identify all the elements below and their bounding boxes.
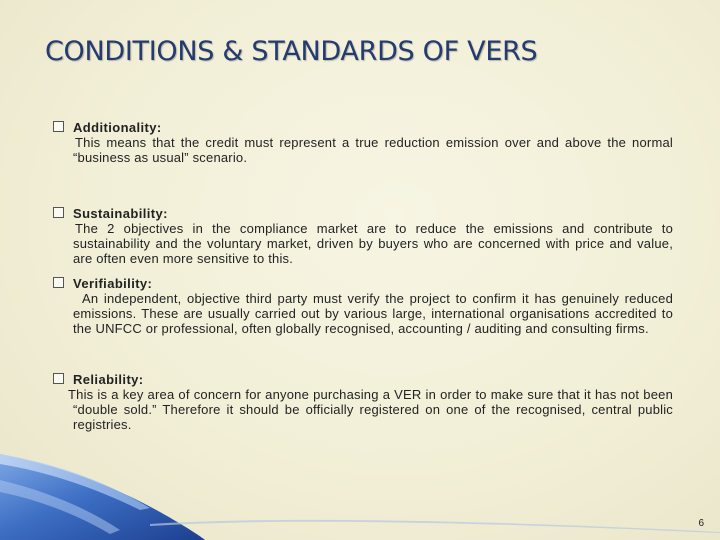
square-bullet-icon — [53, 207, 64, 218]
page-number: 6 — [698, 518, 704, 529]
square-bullet-icon — [53, 373, 64, 384]
slide-title: CONDITIONS & STANDARDS OF VERS — [45, 36, 538, 67]
decorative-swoosh — [0, 450, 720, 540]
bullet-text: An independent, objective third party must verify the project to confirm it has genuinely reduced emissions. These are usually carried out by various large, international organisations accredited to the UNFCC or professional, often globally recognised, accounting / auditing and consulting firms. — [73, 291, 673, 336]
bullet-additionality — [53, 120, 673, 165]
square-bullet-icon — [53, 277, 64, 288]
bullet-text: The 2 objectives in the compliance market are to reduce the emissions and contribute to sustainability and the voluntary market, driven by buyers who are concerned with price and value, are often even more sensitive to this. — [73, 221, 673, 266]
bullet-heading: Verifiability: — [73, 276, 153, 291]
bullet-heading: Additionality: — [73, 120, 162, 135]
bullet-heading: Sustainability: — [73, 206, 168, 221]
square-bullet-icon — [53, 121, 64, 132]
bullet-verifiability — [53, 276, 673, 336]
bullet-text: This is a key area of concern for anyone purchasing a VER in order to make sure that it has not been “double sold.” Therefore it should be officially registered on one of the recognised, central public registries. — [68, 387, 673, 432]
bullet-sustainability — [53, 206, 673, 266]
bullet-heading: Reliability: — [73, 372, 144, 387]
bullet-reliability — [53, 372, 673, 432]
bullet-text: This means that the credit must represent a true reduction emission over and above the normal “business as usual” scenario. — [73, 135, 673, 165]
